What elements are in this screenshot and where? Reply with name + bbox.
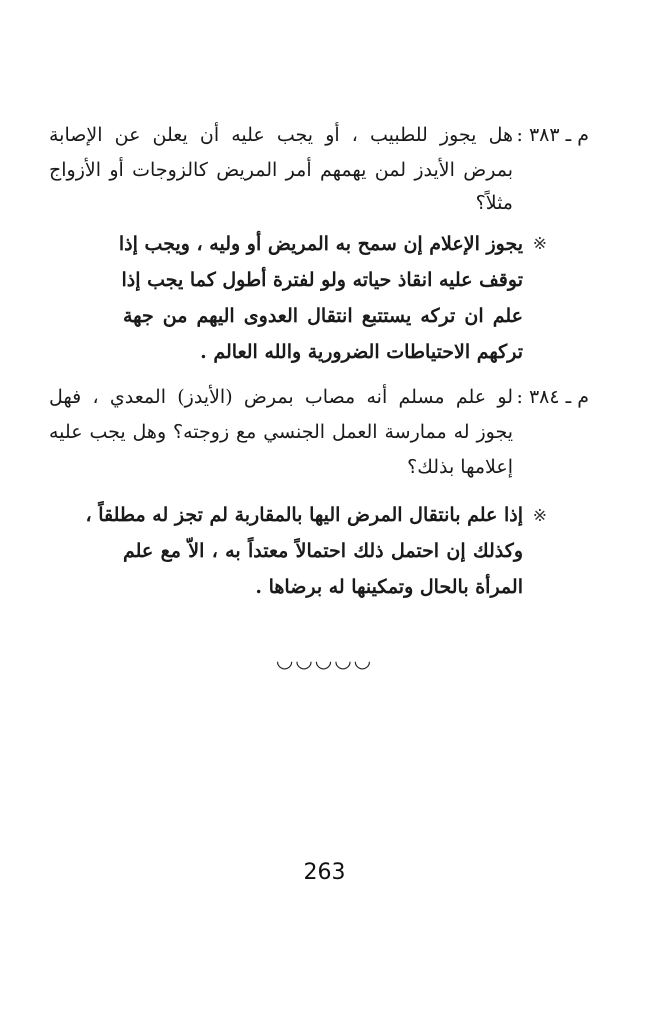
answer-line: علم ان تركه يستتبع انتقال العدوى اليهم من جهة xyxy=(123,305,523,327)
question-line: لو علم مسلم أنه مصاب بمرض (الأيدز) المعدي ، فهل xyxy=(49,386,513,408)
answer-marker-icon: ※ xyxy=(532,506,547,526)
answer-line: توقف عليه انقاذ حياته ولو لفترة أطول كما يجب إذا xyxy=(121,269,523,291)
answer-line: إذا علم بانتقال المرض اليها بالمقاربة لم تجز له مطلقاً ، xyxy=(85,504,523,526)
page-number: 263 xyxy=(303,860,346,885)
question-number: م ـ ٣٨٣ : xyxy=(516,124,589,146)
answer-line: وكذلك إن احتمل ذلك احتمالاً معتداً به ، الاّ مع علم xyxy=(123,540,523,562)
question-line: هل يجوز للطبيب ، أو يجب عليه أن يعلن عن الإصابة xyxy=(49,124,513,146)
question-line: يجوز له ممارسة العمل الجنسي مع زوجته؟ وهل يجب عليه xyxy=(49,421,513,443)
question-line: بمرض الأيدز لمن يهمهم أمر المريض كالزوجات أو الأزواج xyxy=(49,159,513,181)
question-line: مثلاً؟ xyxy=(475,192,513,214)
answer-line: تركهم الاحتياطات الضرورية والله العالم . xyxy=(200,341,523,363)
question-line: إعلامها بذلك؟ xyxy=(407,456,513,478)
answer-marker-icon: ※ xyxy=(532,234,547,254)
section-separator: ◡◡◡◡◡ xyxy=(275,648,374,672)
answer-line: يجوز الإعلام إن سمح به المريض أو وليه ، ويجب إذا xyxy=(118,233,523,255)
answer-line: المرأة بالحال وتمكينها له برضاها . xyxy=(255,576,523,598)
question-number: م ـ ٣٨٤ : xyxy=(516,386,589,408)
